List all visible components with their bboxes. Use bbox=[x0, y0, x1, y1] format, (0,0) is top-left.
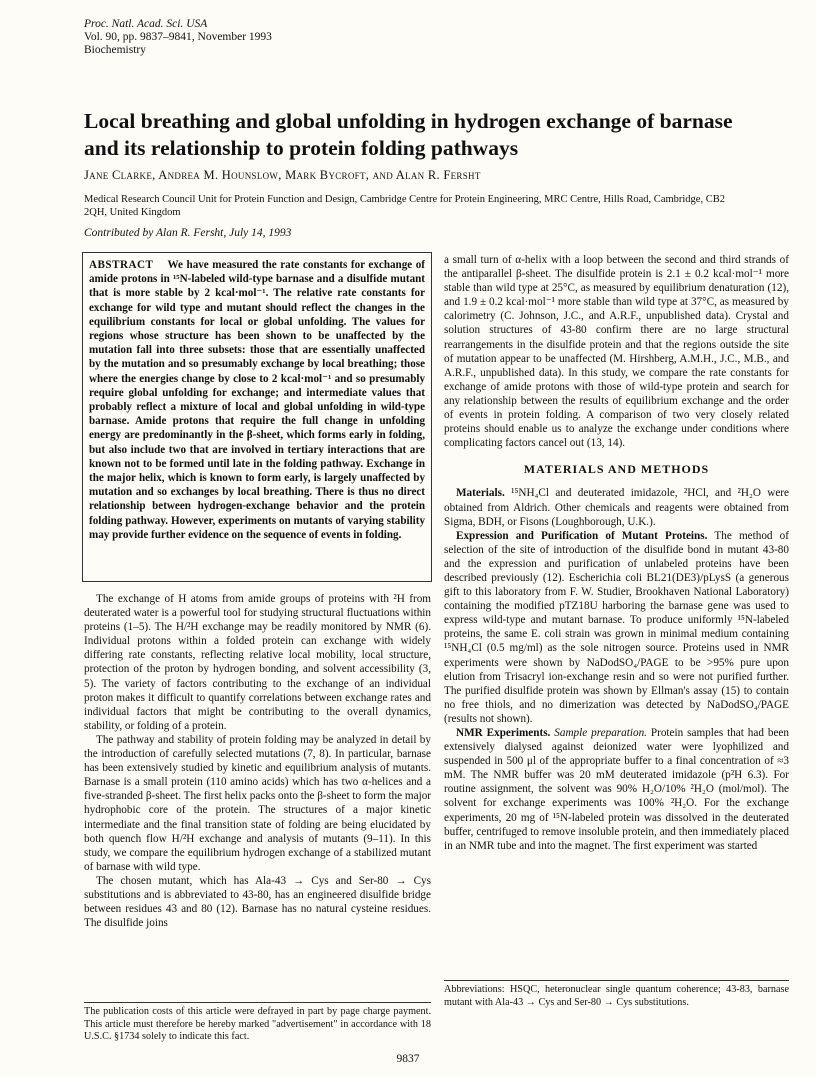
affiliation: Medical Research Council Unit for Protein Function and Design, Cambridge Centre for Protein Engineering, MRC Centre, Hills Road, Cambridge, CB2 2QH, United Kingdom bbox=[84, 194, 725, 218]
journal-section: Biochemistry bbox=[84, 44, 146, 56]
journal-header bbox=[84, 18, 272, 57]
journal-volume: Vol. 90, pp. 9837–9841, November 1993 bbox=[84, 31, 272, 43]
paragraph: The pathway and stability of protein folding may be analyzed in detail by the introduction of carefully selected mutations (7, 8). In particular, barnase has been extensively studied by kinetic and equilibrium analysis of mutants. Barnase is a small protein (110 amino acids) which has two α-helices and a five-stranded β-sheet. The first helix packs onto the β-sheet to form the major hydrophobic core of the protein. The structures of a major kinetic intermediate and the final transition state of folding are being elucidated by both quench flow H/²H exchange and analysis of mutants (9–11). In this study, we compare the equilibrium hydrogen exchange of a stabilized mutant of barnase with wild type. bbox=[84, 733, 432, 873]
materials-paragraph bbox=[444, 486, 789, 528]
abstract-label: ABSTRACT bbox=[89, 259, 154, 271]
abstract-text: We have measured the rate constants for exchange of amide protons in ¹⁵N-labeled wild-type barnase and a disulfide mutant that is more stable by 2 kcal·mol⁻¹. The relative rate constants for exchange for wild type and mutant should reflect the changes in the equilibrium constants for local or global unfolding. The values for regions whose structure has been shown to be unaffected by the mutation fall into three subsets: those that are essentially unaffected by the mutation and so presumably exchange by local breathing; those where the energies change by close to 2 kcal·mol⁻¹ and so presumably require global unfolding for exchange; and intermediate values that probably reflect a mixture of local and global unfolding in wild-type barnase. Amide protons that require the full change in unfolding energy are predominantly in the β-sheet, which forms early in folding, but also include two that are involved in tertiary interactions that are known not to be formed until late in the folding pathway. Exchange in the major helix, which is known to form early, is largely unaffected by mutation and so exchanges by local breathing. There is thus no direct relationship between hydrogen-exchange behavior and the protein folding pathway. However, experiments on mutants of varying stability may provide further evidence on the sequence of events in folding. bbox=[89, 259, 425, 541]
nmr-sublabel: Sample preparation. bbox=[554, 727, 647, 739]
expression-text: The method of selection of the site of introduction of the disulfide bond in mutant 43-80 and the expression and purification of unlabeled proteins have been described previously (12). Escherichia coli BL21(DE3)/pLysS (a generous gift to this laboratory from F. W. Studier, Brookhaven National Laboratory) containing the modified pTZ18U harboring the barnase gene was used to express wild-type and mutant barnase. To produce uniformly ¹⁵N-labeled proteins, the same E. coli strain was grown in minimal medium containing ¹⁵NH₄Cl (0.5 mg/ml) as the sole nitrogen source. Proteins used in NMR experiments were shown by NaDodSO₄/PAGE to be >95% pure upon elution from Trisacryl ion-exchange resin and so were not purified further. The purified disulfide protein was shown by Ellman's assay (15) to contain no free thiols, and no dimerization was detected by NaDodSO₄/PAGE (results not shown). bbox=[444, 529, 789, 725]
article-title: Local breathing and global unfolding in hydrogen exchange of barnase and its relationship to protein folding pathways bbox=[84, 109, 733, 160]
footnote-divider-right bbox=[444, 980, 789, 981]
materials-label: Materials. bbox=[456, 487, 505, 500]
paragraph: The chosen mutant, which has Ala-43 → Cys and Ser-80 → Cys substitutions and is abbreviated to 43-80, has an engineered disulfide bridge between residues 43 and 80 (12). Barnase has no natural cysteine residues. The disulfide joins bbox=[84, 874, 431, 930]
left-column-body bbox=[84, 592, 431, 930]
expression-paragraph bbox=[444, 529, 789, 726]
paragraph: The exchange of H atoms from amide groups of proteins with ²H from deuterated water is a powerful tool for studying structural fluctuations within proteins (1–5). The H/²H exchange may be readily monitored by NMR (6). Individual protons within a folded protein can exchange with widely differing rate constants, reflecting relative local mobility, local structure, protection of the proton by hydrogen bonding, and solvent accessibility (3, 5). The variety of factors contributing to the exchange of an individual proton makes it difficult to quantify correlations between exchange rates and individual factors that might be contributing to the overall dynamics, stability, or folding of a protein. bbox=[84, 593, 431, 732]
publication-costs-footnote: The publication costs of this article were defrayed in part by page charge payment. This article must therefore be hereby marked "advertisement" in accordance with 18 U.S.C. §1734 solely to indicate this fact. bbox=[84, 1006, 431, 1042]
abbreviations-footnote: Abbreviations: HSQC, heteronuclear single quantum coherence; 43-83, barnase mutant with Ala-43 → Cys and Ser-80 → Cys substitutions. bbox=[444, 984, 789, 1008]
nmr-label: NMR Experiments. bbox=[456, 727, 551, 739]
nmr-text: Protein samples that had been extensively dialysed against deionized water were lyophilized and suspended in 500 μl of the appropriate buffer to a final concentration of ≈3 mM. The NMR buffer was 20 mM deuterated imidazole (p²H 6.3). For routine assignment, the solvent was 90% H₂O/10% ²H₂O (mol/mol). The solvent for exchange experiments was 100% ²H₂O. For the exchange experiments, 20 mg of ¹⁵N-labeled protein was dissolved in the deuterated buffer, centrifuged to remove insoluble protein, and then immediately placed in an NMR tube and into the magnet. The first experiment was started bbox=[444, 727, 789, 852]
abstract-box bbox=[82, 252, 432, 582]
paragraph: a small turn of α-helix with a loop between the second and third strands of the antiparallel β-sheet. The disulfide protein is 2.1 ± 0.2 kcal·mol⁻¹ more stable than wild type at 25°C, as measured by equilibrium denaturation (12), and 1.9 ± 0.2 kcal·mol⁻¹ more stable than wild type at 37°C, as measured by calorimetry (C. Johnson, J.C., and A.R.F., unpublished data). Crystal and solution structures of 43-80 confirm there are no large structural rearrangements in the disulfide protein and that the regions outside the site of mutation appear to be unaffected (M. Hirshberg, A.M.H., J.C., M.B., and A.R.F., unpublished data). In this study, we compare the rate constants for exchange of amide protons with those of wild-type protein and search for any relationship between the results of equilibrium exchange and the order of events in protein folding. A comparison of two very closely related proteins should enable us to analyze the exchange under conditions where complicating factors cancel out (13, 14). bbox=[444, 254, 789, 450]
expression-label: Expression and Purification of Mutant Proteins. bbox=[456, 529, 708, 542]
section-heading: MATERIALS AND METHODS bbox=[523, 462, 710, 477]
materials-text: ¹⁵NH₄Cl and deuterated imidazole, ²HCl, and ²H₂O were obtained from Aldrich. Other chemicals and reagents were obtained from Sigma, BDH, or Fisons (Loughborough, U.K.). bbox=[444, 487, 789, 528]
footnote-divider-left bbox=[84, 1002, 431, 1003]
author-list: Jane Clarke, Andrea M. Hounslow, Mark Bycroft, and Alan R. Fersht bbox=[84, 168, 481, 182]
journal-name: Proc. Natl. Acad. Sci. USA bbox=[84, 18, 208, 30]
right-column-body bbox=[444, 253, 789, 853]
page-number: 9837 bbox=[396, 1053, 420, 1065]
contributed-by: Contributed by Alan R. Fersht, July 14, 1993 bbox=[84, 227, 292, 239]
nmr-paragraph bbox=[444, 726, 789, 853]
